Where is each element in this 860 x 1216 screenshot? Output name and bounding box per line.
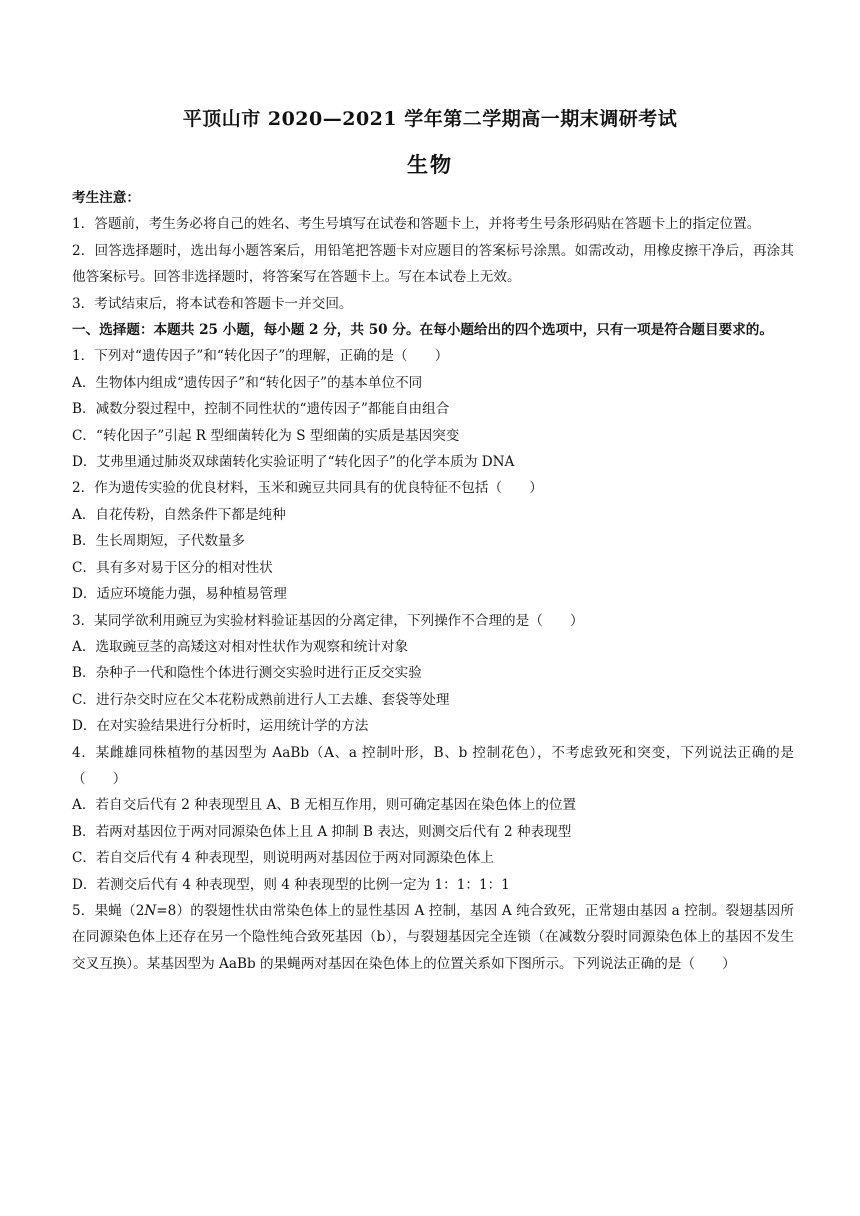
notice-heading: 考生注意： — [72, 190, 140, 206]
notice-item: 1．答题前，考生务必将自己的姓名、考生号填写在试卷和答题卡上，并将考生号条形码贴在答题卡上的指定位置。 — [72, 216, 761, 233]
question-stem: 3．某同学欲利用豌豆为实验材料验证基因的分离定律，下列操作不合理的是（ ） — [72, 612, 584, 629]
question-option: A．若自交后代有 2 种表现型且 A、B 无相互作用，则可确定基因在染色体上的位置 — [72, 797, 577, 814]
question-option: C．若自交后代有 4 种表现型，则说明两对基因位于两对同源染色体上 — [72, 850, 494, 867]
exam-body — [72, 185, 794, 977]
question-stem: 2．作为遗传实验的优良材料，玉米和豌豆共同具有的优良特征不包括（ ） — [72, 480, 543, 497]
question-option: B．生长周期短，子代数量多 — [72, 533, 246, 550]
question-option: B．减数分裂过程中，控制不同性状的“遗传因子”都能自由组合 — [72, 401, 450, 418]
italic-variable: N — [144, 902, 157, 919]
question-option: B．杂种子一代和隐性个体进行测交实验时进行正反交实验 — [72, 665, 422, 682]
exam-title: 平顶山市 2020—2021 学年第二学期高一期末调研考试 — [182, 108, 678, 130]
question-option: C．“转化因子”引起 R 型细菌转化为 S 型细菌的实质是基因突变 — [72, 427, 460, 444]
question-option: C．进行杂交时应在父本花粉成熟前进行人工去雄、套袋等处理 — [72, 691, 450, 708]
question-stem: 1．下列对“遗传因子”和“转化因子”的理解，正确的是（ ） — [72, 348, 449, 365]
question-option: A．选取豌豆茎的高矮这对相对性状作为观察和统计对象 — [72, 638, 409, 655]
question-stem-part: =8）的裂翅性状由常染色体上的显性基因 A 控制，基因 A 纯合致死，正常翅由基因 a 控制。裂翅基因所在同源染色体上还存在另一个隐性纯合致死基因（b），与裂翅基因完全连锁（在减数分裂时同源染色体上的基因不发生交叉互换）。某基因型为 AaBb 的果蝇两对基因在染色体上的位置关系如下图所示。下列说法正确的是（ ） — [72, 902, 794, 972]
notice-item: 3．考试结束后，将本试卷和答题卡一并交回。 — [72, 295, 353, 312]
exam-subject: 生物 — [407, 152, 453, 177]
question-option: B．若两对基因位于两对同源染色体上且 A 抑制 B 表达，则测交后代有 2 种表现型 — [72, 823, 572, 840]
question-option: A．生物体内组成“遗传因子”和“转化因子”的基本单位不同 — [72, 374, 423, 391]
section-heading: 一、选择题：本题共 25 小题，每小题 2 分，共 50 分。在每小题给出的四个选项中，只有一项是符合题目要求的。 — [72, 322, 773, 339]
question-stem — [72, 898, 794, 977]
question-option: D．若测交后代有 4 种表现型，则 4 种表现型的比例一定为 1：1：1：1 — [72, 876, 510, 893]
question-option: D．适应环境能力强，易种植易管理 — [72, 586, 287, 603]
question-stem-part: 5．果蝇（2 — [72, 902, 145, 919]
question-option: C．具有多对易于区分的相对性状 — [72, 559, 273, 576]
question-option: A．自花传粉，自然条件下都是纯种 — [72, 506, 286, 523]
question-option: D．在对实验结果进行分析时，运用统计学的方法 — [72, 718, 369, 735]
question-option: D．艾弗里通过肺炎双球菌转化实验证明了“转化因子”的化学本质为 DNA — [72, 454, 515, 471]
question-stem: 4．某雌雄同株植物的基因型为 AaBb（A、a 控制叶形，B、b 控制花色），不考虑致死和突变，下列说法正确的是（ ） — [72, 744, 794, 787]
notice-item: 2．回答选择题时，选出每小题答案后，用铅笔把答题卡对应题目的答案标号涂黑。如需改动，用橡皮擦干净后，再涂其他答案标号。回答非选择题时，将答案写在答题卡上。写在本试卷上无效。 — [72, 242, 794, 286]
